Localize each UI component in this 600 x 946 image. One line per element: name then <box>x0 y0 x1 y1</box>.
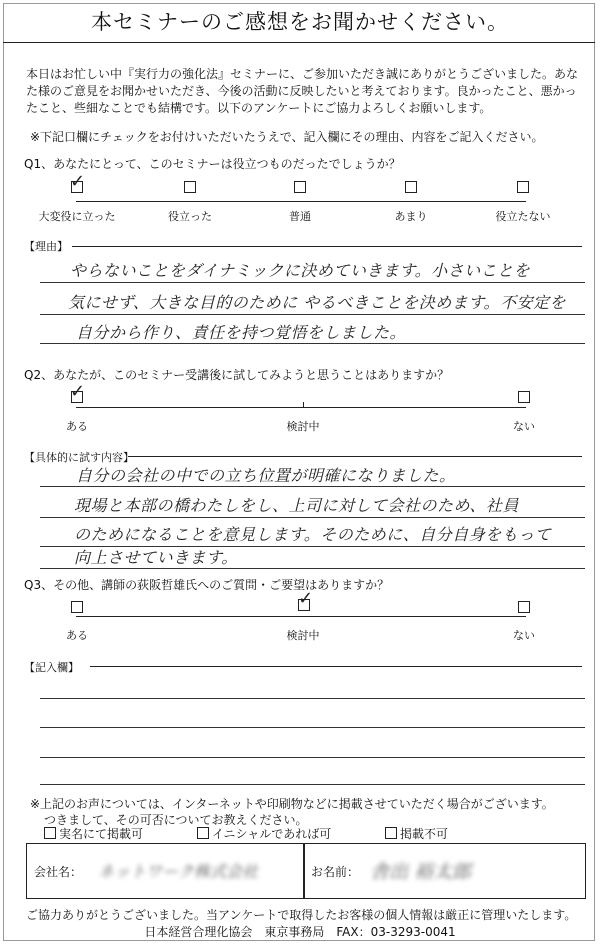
q1-ruled-line-2 <box>40 314 585 315</box>
q2-option-2-label: ない <box>513 420 535 433</box>
q3-ruled-line-3[interactable] <box>40 757 585 758</box>
name-label: お名前： <box>311 865 360 879</box>
q2-scale-line <box>76 407 526 408</box>
q3-scale-line <box>76 616 526 617</box>
q1-option-2-label: 普通 <box>289 210 311 223</box>
q2-question: Q2、あなたが、このセミナー受講後に試してみようと思うことはありますか？ <box>24 368 450 382</box>
q2-checkmark-icon: ✓ <box>70 381 86 402</box>
q1-checkmark-icon: ✓ <box>70 171 86 192</box>
publish-option-initials-label: イニシャルであれば可 <box>212 827 332 841</box>
q1-scale-line <box>76 201 526 202</box>
q3-entry-box-top <box>90 666 582 667</box>
q1-answer-line-3: 自分から作り、責任を持つ覚悟をしました。 <box>76 323 407 342</box>
q1-checkbox-4[interactable] <box>517 181 529 193</box>
name-value[interactable]: 舎出 裕太郎 <box>370 861 472 883</box>
q3-ruled-line-1[interactable] <box>40 698 585 699</box>
publish-option-decline-checkbox[interactable] <box>385 827 397 839</box>
form-title: 本セミナーのご感想をお聞かせください。 <box>91 10 509 34</box>
q3-checkbox-2[interactable] <box>518 601 530 613</box>
q2-ruled-line-4 <box>40 568 585 569</box>
q1-checkbox-1[interactable] <box>184 181 196 193</box>
publish-option-initials-checkbox[interactable] <box>197 827 209 839</box>
q1-option-1-label: 役立った <box>168 210 212 223</box>
q3-question: Q3、その他、講師の荻阪哲雄氏へのご質問・ご要望はありますか？ <box>24 578 390 592</box>
q3-ruled-line-2[interactable] <box>40 727 585 728</box>
footer-organization: 日本経営合理化協会 東京事務局 FAX：03-3293-0041 <box>144 925 456 939</box>
q1-reason-box-top <box>72 246 582 247</box>
q1-checkbox-2[interactable] <box>294 181 306 193</box>
q1-checkbox-3[interactable] <box>405 181 417 193</box>
q2-answer-line-3: のためになることを意見します。そのために、自分自身をもって <box>74 525 552 544</box>
q2-answer-line-1: 自分の会社の中での立ち位置が明確になりました。 <box>76 466 456 485</box>
publish-option-realname-checkbox[interactable] <box>44 827 56 839</box>
q1-answer-line-2: 気にせず、大きな目的のために やるべきことを決めます。不安定を <box>68 293 567 312</box>
q3-checkmark-icon: ✓ <box>298 588 314 609</box>
q1-question: Q1、あなたにとって、このセミナーは役立つものだったでしょうか？ <box>24 157 401 171</box>
q1-ruled-line-1 <box>40 282 585 283</box>
q1-ruled-line-3 <box>40 343 585 344</box>
title-divider <box>3 42 595 43</box>
q3-option-2-label: ない <box>513 629 535 642</box>
q2-middle-tick <box>303 402 304 408</box>
q3-checkbox-0[interactable] <box>71 601 83 613</box>
intro-text: 本日はお忙しい中『実行力の強化法』セミナーに、ご参加いただき誠にありがとうございました。あなた様のご意見をお聞かせいただき、今後の活動に反映したいと考えております。良かったこと、悪かったこと、些細なことでも結構です。以下のアンケートにご協力よろしくお願いします。 <box>26 67 579 115</box>
q1-reason-label: 【理由】 <box>24 240 68 253</box>
q2-detail-label: 【具体的に試す内容】 <box>24 451 134 464</box>
q1-option-4-label: 役立たない <box>495 210 551 223</box>
q3-option-1-label: 検討中 <box>286 629 320 642</box>
q2-ruled-line-2 <box>40 517 585 518</box>
q2-checkbox-2[interactable] <box>518 391 530 403</box>
instruction-text: ※下記口欄にチェックをお付けいただいたうえで、記入欄にその理由、内容をご記入ください。 <box>30 130 544 144</box>
contact-box-divider <box>303 843 305 899</box>
q2-answer-line-2: 現場と本部の橋わたしをし、上司に対して会社のため、社員 <box>74 496 519 515</box>
q1-answer-line-1: やらないことをダイナミックに決めていきます。小さいことを <box>70 261 531 280</box>
q3-option-0-label: ある <box>66 629 88 642</box>
q3-ruled-line-4[interactable] <box>40 784 585 785</box>
publish-option-realname-label: 実名にて掲載可 <box>59 827 144 841</box>
q2-option-0-label: ある <box>66 420 88 433</box>
q2-ruled-line-1 <box>40 486 585 487</box>
q1-option-0-label: 大変役に立った <box>38 210 116 223</box>
company-value[interactable]: ネットワーク株式会社 <box>98 862 259 881</box>
q1-option-3-label: あまり <box>394 210 428 223</box>
q2-option-1-label: 検討中 <box>286 420 320 433</box>
publish-notice-line1: ※上記のお声については、インターネットや印刷物などに掲載させていただく場合がございます。 <box>30 797 554 811</box>
company-label: 会社名： <box>34 865 83 879</box>
q2-answer-line-4: 向上させていきます。 <box>74 548 238 567</box>
footer-thanks: ご協力ありがとうございました。当アンケートで取得したお客様の個人情報は厳正に管理いたします。 <box>26 908 577 922</box>
publish-notice-line2: つきまして、その可否についてお教えください。 <box>44 813 308 827</box>
q3-entry-label: 【記入欄】 <box>24 661 79 674</box>
publish-option-decline-label: 掲載不可 <box>400 827 449 841</box>
q2-detail-box-top <box>128 456 582 457</box>
